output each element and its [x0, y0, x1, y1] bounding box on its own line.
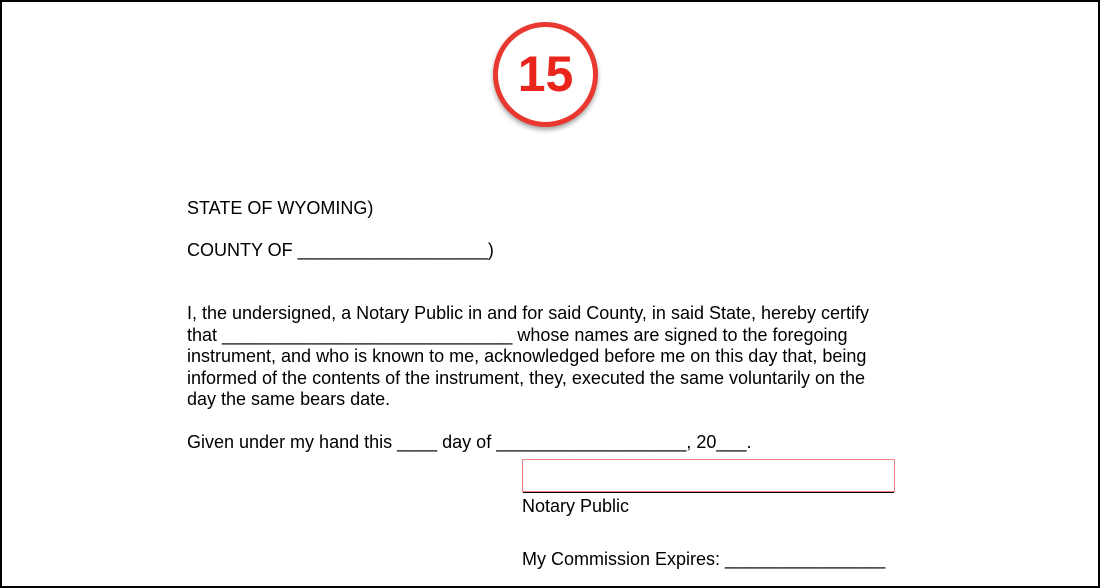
- notary-public-label: Notary Public: [522, 496, 630, 516]
- certification-line: instrument, and who is known to me, acknowledged before me on this day that, being: [187, 346, 867, 366]
- certification-line: that _____________________________ whose names are signed to the foregoing: [187, 324, 848, 345]
- certification-paragraph: [187, 303, 907, 411]
- step-badge: [493, 22, 598, 127]
- certification-line: I, the undersigned, a Notary Public in and for said County, in said State, hereby certify: [187, 303, 870, 323]
- certification-line: informed of the contents of the instrument, they, executed the same voluntarily on the: [187, 367, 866, 388]
- state-heading: STATE OF WYOMING): [187, 198, 374, 218]
- step-number: 15: [517, 45, 574, 102]
- county-heading: COUNTY OF ___________________): [187, 240, 494, 260]
- signature-field[interactable]: [522, 459, 895, 492]
- certification-line: day the same bears date.: [187, 389, 391, 409]
- given-under-hand-line: Given under my hand this ____ day of ___________________, 20___.: [187, 432, 752, 452]
- signature-line: [523, 492, 894, 493]
- commission-expires-line: My Commission Expires: ________________: [522, 549, 886, 569]
